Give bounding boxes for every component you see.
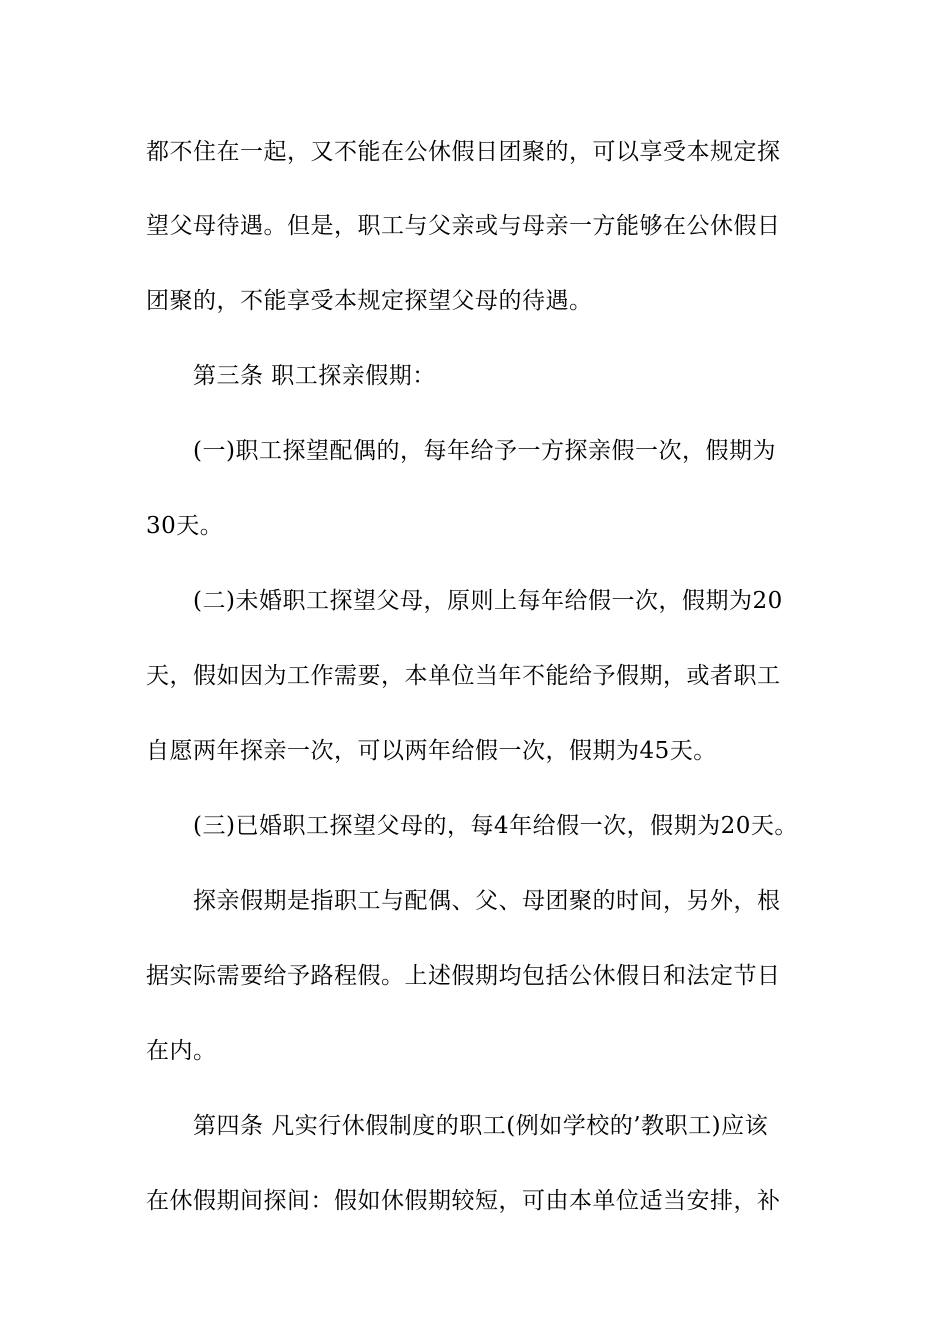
text-line: 团聚的，不能享受本规定探望父母的待遇。: [146, 288, 593, 314]
article-heading: 第四条 凡实行休假制度的职工(例如学校的’教职工)应该: [193, 1113, 769, 1139]
text-line: 都不住在一起，又不能在公休假日团聚的，可以享受本规定探: [146, 139, 781, 165]
text-line: (二)未婚职工探望父母，原则上每年给假一次，假期为20: [193, 588, 783, 614]
text-line: 在休假期间探间：假如休假期较短，可由本单位适当安排，补: [146, 1188, 781, 1214]
text-line: 探亲假期是指职工与配偶、父、母团聚的时间，另外，根: [193, 888, 781, 914]
text-line: 望父母待遇。但是，职工与父亲或与母亲一方能够在公休假日: [146, 213, 781, 239]
text-line: 30天。: [146, 513, 224, 539]
article-heading: 第三条 职工探亲假期：: [193, 363, 436, 389]
text-line: 自愿两年探亲一次，可以两年给假一次，假期为45天。: [146, 738, 717, 764]
text-line: (三)已婚职工探望父母的，每4年给假一次，假期为20天。: [193, 813, 798, 839]
text-line: 在内。: [146, 1038, 217, 1064]
text-line: 天，假如因为工作需要，本单位当年不能给予假期，或者职工: [146, 663, 781, 689]
text-line: 据实际需要给予路程假。上述假期均包括公休假日和法定节日: [146, 963, 781, 989]
text-line: (一)职工探望配偶的，每年给予一方探亲假一次，假期为: [193, 438, 776, 464]
